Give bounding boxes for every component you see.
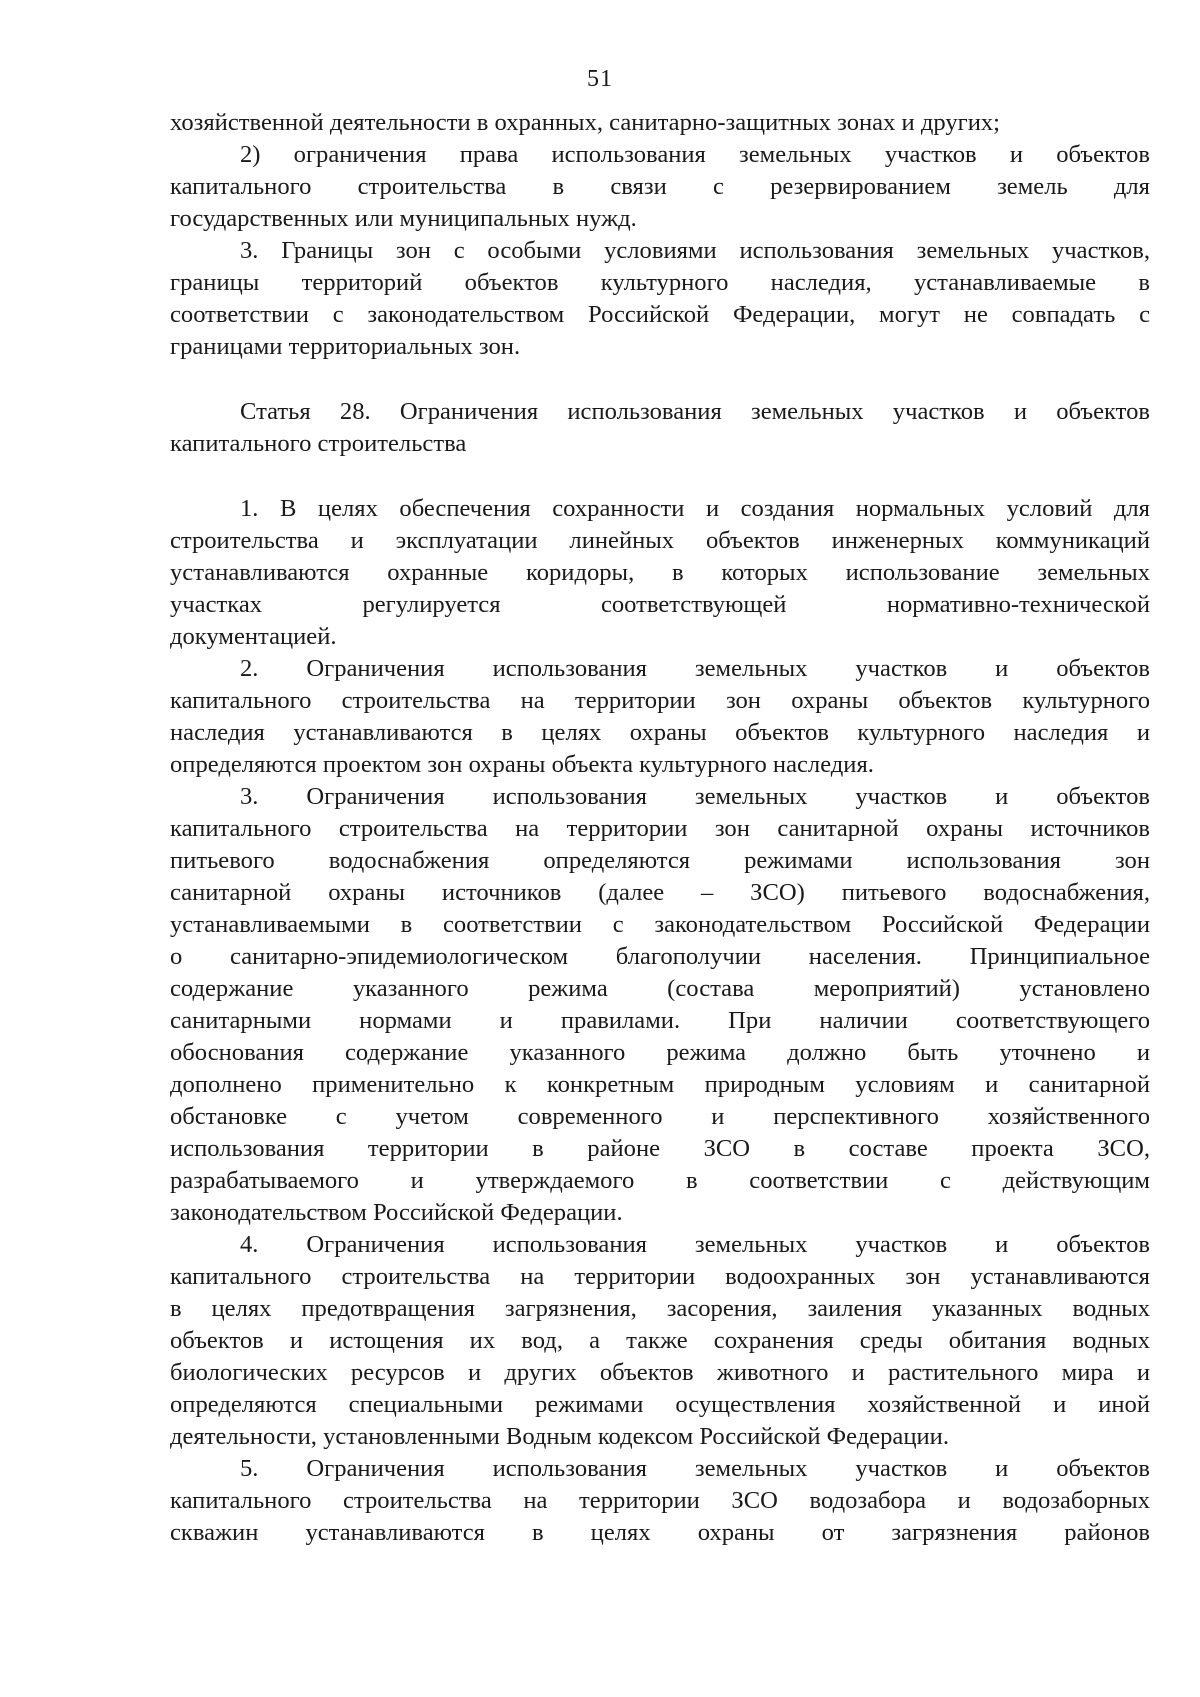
page-number: 51	[587, 66, 613, 92]
text-line: 3. Ограничения использования земельных участков и объектов	[240, 783, 1150, 810]
text-line: устанавливаются охранные коридоры, в которых использование земельных	[170, 559, 1150, 586]
text-line: границами территориальных зон.	[170, 333, 521, 360]
spacer	[170, 363, 1150, 396]
text-line: определяются проектом зон охраны объекта культурного наследия.	[170, 751, 874, 778]
heading-line: Статья 28. Ограничения использования земельных участков и объектов	[240, 398, 1150, 425]
text-line: капитального строительства на территории ЗСО водозабора и водозаборных	[170, 1487, 1150, 1514]
text-line: обоснования содержание указанного режима должно быть уточнено и	[170, 1039, 1150, 1066]
heading-line: капитального строительства	[170, 430, 467, 457]
article-paragraph-2	[170, 653, 1150, 781]
paragraph-continuation	[170, 107, 1150, 139]
article-paragraph-5	[170, 1453, 1150, 1549]
text-line: скважин устанавливаются в целях охраны от загрязнения районов	[170, 1519, 1150, 1546]
text-line: 2) ограничения права использования земельных участков и объектов	[240, 141, 1150, 168]
text-line: санитарными нормами и правилами. При наличии соответствующего	[170, 1007, 1150, 1034]
text-line: устанавливаемыми в соответствии с законодательством Российской Федерации	[170, 911, 1150, 938]
article-paragraph-1	[170, 493, 1150, 653]
text-line: обстановке с учетом современного и перспективного хозяйственного	[170, 1103, 1150, 1130]
paragraph-item-2	[170, 139, 1150, 235]
text-line: документацией.	[170, 623, 337, 650]
text-line: определяются специальными режимами осуществления хозяйственной и иной	[170, 1391, 1150, 1418]
text-line: 5. Ограничения использования земельных участков и объектов	[240, 1455, 1150, 1482]
article-paragraph-3	[170, 781, 1150, 1229]
text-line: наследия устанавливаются в целях охраны объектов культурного наследия и	[170, 719, 1150, 746]
text-line: строительства и эксплуатации линейных объектов инженерных коммуникаций	[170, 527, 1150, 554]
article-heading	[170, 396, 1150, 460]
text-line: капитального строительства на территории зон охраны объектов культурного	[170, 687, 1150, 714]
text-line: в целях предотвращения загрязнения, засорения, заиления указанных водных	[170, 1295, 1150, 1322]
text-line: 1. В целях обеспечения сохранности и создания нормальных условий для	[240, 495, 1150, 522]
text-line: о санитарно-эпидемиологическом благополучии населения. Принципиальное	[170, 943, 1150, 970]
text-line: 4. Ограничения использования земельных участков и объектов	[240, 1231, 1150, 1258]
article-paragraph-4	[170, 1229, 1150, 1453]
text-line: дополнено применительно к конкретным природным условиям и санитарной	[170, 1071, 1150, 1098]
text-line: государственных или муниципальных нужд.	[170, 205, 637, 232]
text-line: капитального строительства в связи с резервированием земель для	[170, 173, 1150, 200]
paragraph-item-3	[170, 235, 1150, 363]
text-line: 3. Границы зон с особыми условиями использования земельных участков,	[240, 237, 1150, 264]
text-line: соответствии с законодательством Российской Федерации, могут не совпадать с	[170, 301, 1150, 328]
text-line: использования территории в районе ЗСО в составе проекта ЗСО,	[170, 1135, 1150, 1162]
text-line: капитального строительства на территории зон санитарной охраны источников	[170, 815, 1150, 842]
text-line: деятельности, установленными Водным кодексом Российской Федерации.	[170, 1423, 949, 1450]
text-line: законодательством Российской Федерации.	[170, 1199, 623, 1226]
text-line: санитарной охраны источников (далее – ЗСО) питьевого водоснабжения,	[170, 879, 1150, 906]
spacer	[170, 460, 1150, 493]
document-body	[170, 107, 1150, 1549]
text-line: содержание указанного режима (состава мероприятий) установлено	[170, 975, 1150, 1002]
text-line: границы территорий объектов культурного наследия, устанавливаемые в	[170, 269, 1150, 296]
text-line: хозяйственной деятельности в охранных, санитарно-защитных зонах и других;	[170, 109, 1000, 136]
text-line: питьевого водоснабжения определяются режимами использования зон	[170, 847, 1150, 874]
text-line: 2. Ограничения использования земельных участков и объектов	[240, 655, 1150, 682]
text-line: капитального строительства на территории водоохранных зон устанавливаются	[170, 1263, 1150, 1290]
text-line: объектов и истощения их вод, а также сохранения среды обитания водных	[170, 1327, 1150, 1354]
text-line: биологических ресурсов и других объектов животного и растительного мира и	[170, 1359, 1150, 1386]
text-line: участках регулируется соответствующей нормативно-технической	[170, 591, 1150, 618]
text-line: разрабатываемого и утверждаемого в соответствии с действующим	[170, 1167, 1150, 1194]
